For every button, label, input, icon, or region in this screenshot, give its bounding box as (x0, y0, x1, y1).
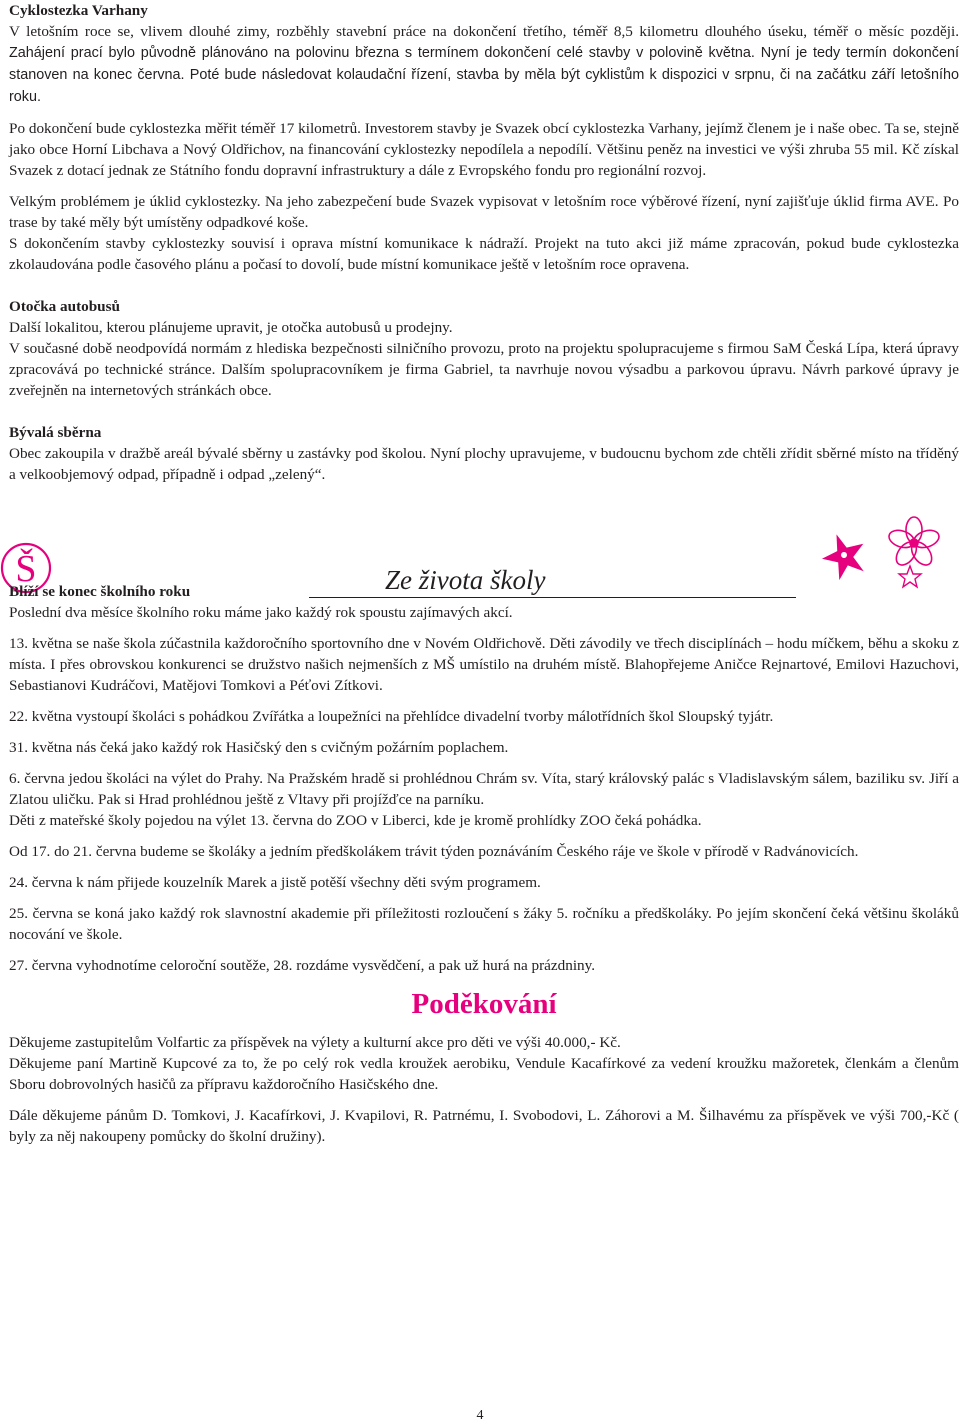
cyklostezka-paragraph-3b: S dokončením stavby cyklostezky souvisí i oprava místní komunikace k nádraží. Projekt na tuto akci již máme zpracován, pokud bude cyklostezka zkolaudována podle časového plánu a počasí to dovolí, bude místní komunikace ještě v letošním roce opravena. (9, 235, 959, 273)
sberna-heading: Bývalá sběrna (9, 424, 102, 441)
skola-item: Děti z mateřské školy pojedou na výlet 13. června do ZOO v Liberci, kde je kromě prohlídky ZOO čeká pohádka. (9, 812, 702, 829)
otocka-heading: Otočka autobusů (9, 298, 120, 315)
podekovani-paragraph-3: Dále děkujeme pánům D. Tomkovi, J. Kacafírkovi, J. Kvapilovi, R. Patrnému, I. Svobodovi, L. Záhorovi a M. Šilhavému za příspěvek ve výši 700,-Kč ( byly za něj nakoupeny pomůcky do školní družiny). (9, 1107, 959, 1145)
podekovani-paragraph-2: Děkujeme paní Martině Kupcové za to, že po celý rok vedla kroužek aerobiku, Vendule Kacafírkové za vedení kroužku mažoretek, členkám a členům Sboru dobrovolných hasičů za přípravu každoročního Hasičského dne. (9, 1055, 959, 1093)
skola-item: 27. června vyhodnotíme celoroční soutěže, 28. rozdáme vysvědčení, a pak už hurá na prázdniny. (9, 957, 596, 974)
cyklostezka-p1-serif: V letošním roce se, vlivem dlouhé zimy, rozběhly stavební práce na dokončení třetího, téměř 8,5 kilometru dlouhého úseku, téměř o měsíc později. (9, 23, 959, 40)
skola-heading: Blíží se konec školního roku (9, 583, 191, 600)
school-section-title: Ze života školy (385, 565, 546, 595)
skola-intro: Poslední dva měsíce školního roku máme jako každý rok spoustu zajímavých akcí. (9, 604, 513, 621)
page-number: 4 (476, 1408, 484, 1423)
skola-item: 6. června jedou školáci na výlet do Prahy. Na Pražském hradě si prohlédnou Chrám sv. Víta, starý královský palác s Vladislavským sálem, baziliku sv. Jiří a Zlatou uličku. Pak si Hrad prohlédnou ještě z Vltavy při projížďce na parníku. (9, 770, 959, 808)
skola-item: 24. června k nám přijede kouzelník Marek a jistě potěší všechny děti svým programem. (9, 874, 541, 891)
otocka-paragraph-2: V současné době neodpovídá normám z hlediska bezpečnosti silničního provozu, proto na projektu spolupracujeme s firmou SaM Česká Lípa, která úpravy zpracovává po technické stránce. Dalším spolupracovníkem je firma Gabriel, ta navrhuje novou výsadbu a parkovou úpravu. Návrh parkové úpravy je zveřejněn na internetových stránkách obce. (9, 340, 959, 399)
school-logo-letter: Š (15, 548, 37, 590)
document-page (9, 0, 959, 1147)
cyklostezka-paragraph-2: Po dokončení bude cyklostezka měřit téměř 17 kilometrů. Investorem stavby je Svazek obcí cyklostezka Varhany, jejímž členem je i naše obec. Ta se, stejně jako obce Horní Libchava a Nový Oldřichov, na financování cyklostezky nepodílela a nepodílí. Většinu peněz na investici ve výši zhruba 55 mil. Kč získal Svazek z dotací jednak ze Státního fondu dopravní infrastruktury a dále z Evropského fondu pro regionální rozvoj. (9, 120, 959, 179)
otocka-paragraph-1: Další lokalitou, kterou plánujeme upravit, je otočka autobusů u prodejny. (9, 319, 453, 336)
podekovani-paragraph-1: Děkujeme zastupitelům Volfartic za příspěvek na výlety a kulturní akce pro děti ve výši 40.000,- Kč. (9, 1034, 621, 1051)
cyklostezka-heading: Cyklostezka Varhany (9, 2, 148, 19)
skola-item: 22. května vystoupí školáci s pohádkou Zvířátka a loupežníci na přehlídce divadelní tvorby málotřídních škol Sloupský tyjátr. (9, 708, 774, 725)
cyklostezka-p1-sans: Zahájení prací bylo původně plánováno na polovinu března s termínem dokončení celé stavby v polovině května. Nyní je tedy termín dokončení stanoven na konec června. Poté bude následovat kolaudační řízení, stavba by měla být cyklistům k dispozici v srpnu, či na začátku září letošního roku. (9, 45, 959, 105)
skola-item: Od 17. do 21. června budeme se školáky a jedním předškolákem trávit týden poznáváním Českého ráje ve škole v přírodě v Radvánovicích. (9, 843, 859, 860)
cyklostezka-paragraph-1 (9, 21, 959, 108)
skola-item: 13. května se naše škola zúčastnila každoročního sportovního dne v Novém Oldřichově. Děti závodily ve třech disciplínách – hodu míčkem, běhu a skoku z místa. I přes obrovskou konkurenci se družstvo našich nejmenších z MŠ umístilo na druhém místě. Blahopřejeme Aničce Rejnartové, Emilovi Hazuchovi, Sebastianovi Kudráčovi, Matějovi Tomkovi a Péťovi Zítkovi. (9, 635, 959, 694)
skola-item: 31. května nás čeká jako každý rok Hasičský den s cvičným požárním poplachem. (9, 739, 509, 756)
skola-item: 25. června se koná jako každý rok slavnostní akademie při příležitosti rozloučení s žáky 5. ročníku a předškoláky. Po jejím skončení čeká většinu školáků nocování ve škole. (9, 905, 959, 943)
cyklostezka-paragraph-3a: Velkým problémem je úklid cyklostezky. Na jeho zabezpečení bude Svazek vypisovat v letošním roce výběrové řízení, nyní zajišťuje úklid firma AVE. Po trase by také měly být umístěny odpadkové koše. (9, 193, 959, 231)
sberna-paragraph: Obec zakoupila v dražbě areál bývalé sběrny u zastávky pod školou. Nyní plochy upravujeme, v budoucnu bychom zde chtěli zřídit sběrné místo na tříděný a velkoobjemový odpad, případně i odpad „zelený“. (9, 445, 959, 483)
podekovani-title: Poděkování (411, 988, 557, 1020)
school-section-header (9, 485, 959, 581)
